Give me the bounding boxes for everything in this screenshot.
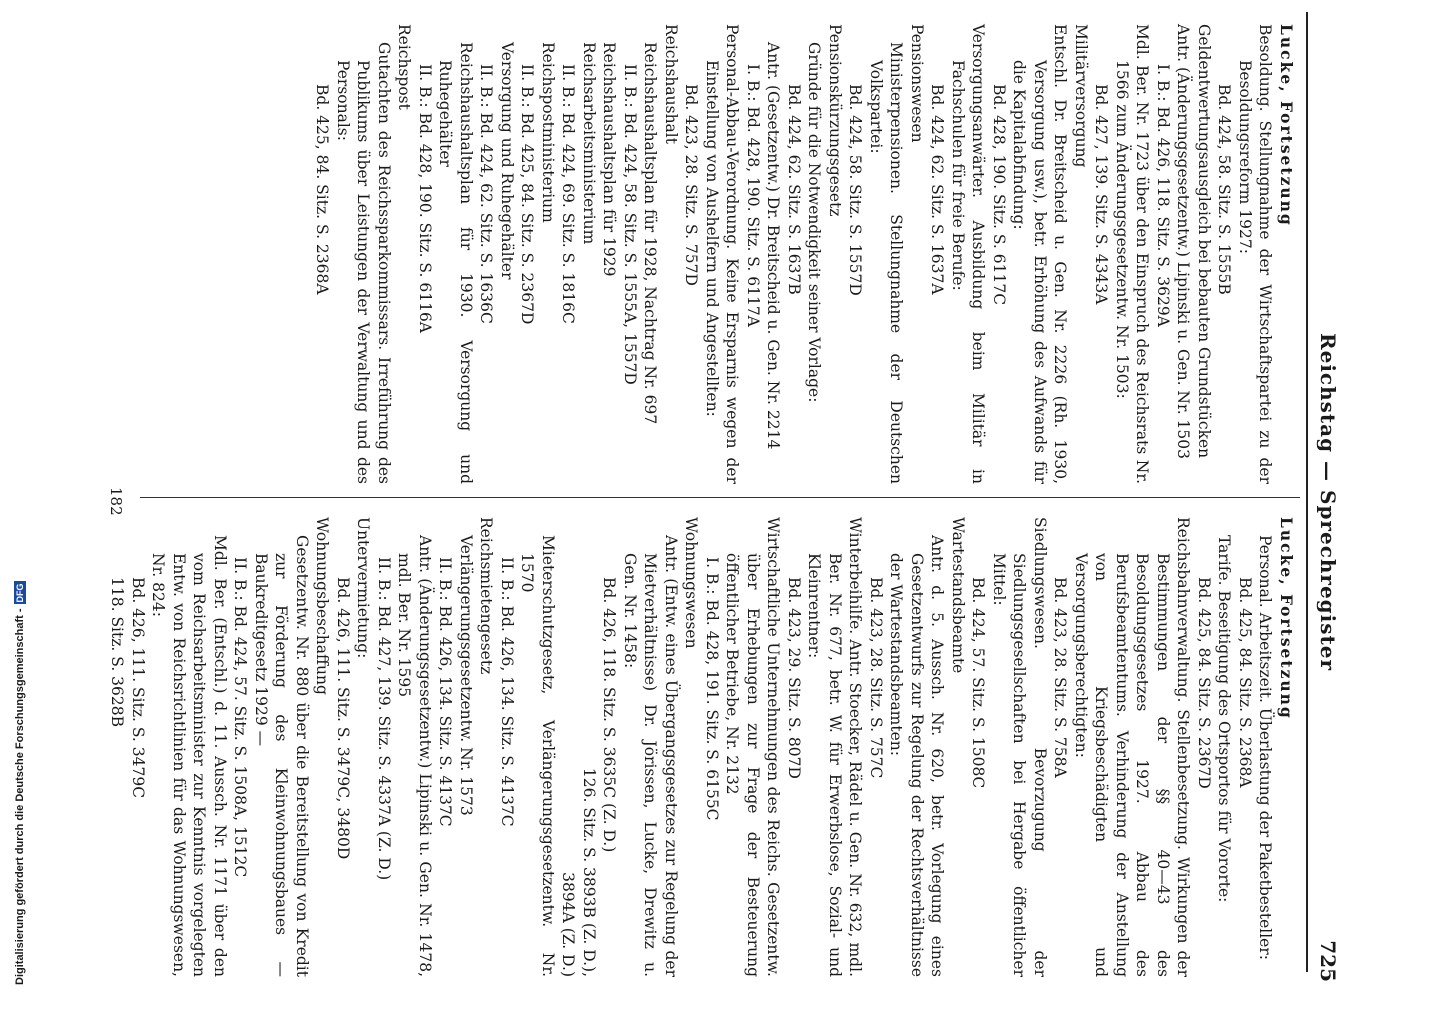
- register-entry: Bd. 428, 190. Sitz. S. 6117C: [990, 84, 1008, 306]
- register-entry: Bd. 425, 84. Sitz. S. 2367D: [1195, 577, 1213, 789]
- register-entry: Reichshaushaltsplan für 1928, Nachtrag Nr. 697: [641, 42, 660, 425]
- register-entry: Bd. 426, 111. Sitz. S. 3479C, 3480D: [334, 577, 352, 860]
- register-entry: 118. Sitz. S. 3628B: [108, 577, 127, 728]
- register-entry: Bd. 423, 28. Sitz. S. 757C: [867, 577, 885, 779]
- register-entry: Tarife. Beseitigung des Ortsportos für Vororte:: [1215, 535, 1234, 903]
- register-entry: Reichsbahnverwaltung. Stellenbesetzung. Wirkungen der Bestimmungen der §§ 40—43 des Besoldungsgesetzes 1927. Abbau des Berufsbeamtentums. Verhinderung der Anstellung von Kriegsbeschädigten und Versorgungsberechtigten:: [1072, 517, 1193, 977]
- register-entry: Bd. 423, 28. Sitz. S. 758A: [1051, 577, 1070, 778]
- register-entry: Reichsmietengesetz: [477, 517, 496, 675]
- register-entry: Bd. 424, 58. Sitz. S. 1555B: [1215, 84, 1234, 295]
- running-title: Reichstag — Sprechregister: [1316, 332, 1340, 672]
- register-entry: Entschl. Dr. Breitscheid u. Gen. Nr. 2226 (Rh. 1930, Versorgung usw.), betr. Erhöhung des Aufwands für die Kapitalabfindung:: [1010, 24, 1070, 484]
- register-entry: Lucke, Fortsetzung: [1277, 24, 1296, 227]
- rotated-print-page: [60, 12, 1340, 1012]
- register-entry: Antr. (Änderungsgesetzentw.) Lipinski u. Gen. Nr. 1478, mdl. Ber. Nr. 1595: [395, 535, 434, 977]
- register-entry: I. B.: Bd. 426, 118. Sitz. S. 3629A: [1154, 64, 1172, 327]
- register-entry: Gutachten des Reichssparkommissars. Irreführung des Publikums über Leistungen der Verwaltung und des Personals:: [334, 42, 393, 484]
- register-entry: II. B.: Bd. 424, 69. Sitz. S. 1816C: [559, 64, 578, 324]
- register-entry: Militärversorgung: [1072, 24, 1090, 168]
- register-entry: 126. Sitz. S. 3893B (Z. D.),: [580, 767, 598, 977]
- register-entry: Bd. 427, 139. Sitz. S. 4343A: [1092, 84, 1111, 305]
- register-entry: Antr. (Entw. eines Übergangsgesetzes zur Regelung der Mietverhältnisse) Dr. Jörissen, Lucke, Drewitz u. Gen. Nr. 1458:: [621, 535, 680, 977]
- register-entry: II. B.: Bd. 424, 62. Sitz. S. 1636C: [477, 64, 496, 324]
- register-entry: Bd. 425, 84. Sitz. S. 2368A: [1236, 577, 1254, 788]
- register-entry: Personal. Arbeitszeit. Überlastung der Paketbesteller:: [1256, 535, 1275, 960]
- register-entry: Antr. (Änderungsgesetzentw.) Lipinski u. Gen. Nr. 1503: [1174, 24, 1193, 460]
- register-entry: Bd. 423, 29. Sitz. S. 807D: [785, 577, 803, 779]
- register-entry: Reichshaushaltsplan für 1929: [600, 42, 619, 277]
- register-entry: Reichshaushalt: [662, 24, 680, 144]
- register-entry: Personal-Abbau-Verordnung. Keine Ersparnis wegen der Einstellung von Aushelfern und Angestellten:: [703, 24, 742, 484]
- register-entry: Mieterschutzgesetz, Verlängerungsgesetzentw. Nr. 1570: [518, 535, 557, 977]
- register-entry: Geldentwertungsausgleich bei bebauten Grundstücken: [1195, 24, 1213, 459]
- header-rule: [1306, 12, 1308, 972]
- register-entry: Antr. d. 5. Aussch. Nr. 620, betr. Vorlegung eines Gesetzentwurfs zur Regelung der Rechtsverhältnisse der Wartestandsbeamten:: [887, 535, 947, 977]
- register-entry: Mdl. Ber. Nr. 1723 über den Einspruch des Reichsrats Nr. 1566 zum Änderungsgesetzentw. Nr. 1503:: [1113, 24, 1152, 484]
- register-entry: II. B.: Bd. 424, 58. Sitz. S. 1555A, 1557D: [621, 64, 639, 385]
- register-entry: Wirtschaftliche Unternehmungen des Reichs. Gesetzentw. über Erhebungen zur Frage der Besteuerung öffentlicher Betriebe, Nr. 2132: [723, 517, 783, 977]
- right-column: [107, 517, 1296, 977]
- register-entry: Mdl. Ber. (Entschl.) d. 11. Aussch. Nr. 1171 über den vom Reichsarbeitsminister zur Kenntnis vorgelegten Entw. von Reichsrichtlinien für das Wohnungswesen, Nr. 824:: [149, 535, 229, 977]
- register-entry: Bd. 425, 84. Sitz. S. 2368A: [313, 84, 332, 295]
- register-entry: Antr. (Gesetzentw.) Dr. Breitscheid u. Gen. Nr. 2214: [764, 42, 783, 450]
- register-entry: Gesetzentw. Nr. 880 über die Bereitstellung von Kredit zur Förderung des Kleinwohnungsbaues — Baukreditgesetz 1929 —: [252, 535, 311, 977]
- register-entry: 3894A (Z. D.): [559, 872, 578, 977]
- register-entry: Versorgungsanwärter. Ausbildung beim Militär in Fachschulen für freie Berufe:: [949, 24, 988, 484]
- register-entry: Bd. 424, 58. Sitz. S. 1557D: [846, 84, 865, 296]
- register-entry: Reichspost: [395, 24, 414, 110]
- register-entry: Reichsarbeitsministerium: [580, 42, 598, 245]
- register-entry: Verlängerungsgesetzentw. Nr. 1573: [457, 535, 475, 816]
- register-entry: Gründe für die Notwendigkeit seiner Vorlage:: [805, 42, 824, 403]
- register-entry: Reichshaushaltsplan für 1930. Versorgung und Ruhegehälter: [436, 42, 475, 484]
- register-entry: Bd. 423, 28. Sitz. S. 757D: [682, 84, 701, 286]
- register-entry: Reichspostministerium: [539, 42, 557, 223]
- register-entry: II. B.: Bd. 428, 190. Sitz. S. 6116A: [416, 64, 434, 333]
- column-divider: [140, 497, 1300, 498]
- register-entry: Wohnungsbeschaffung: [313, 517, 332, 695]
- left-column: [312, 24, 1296, 484]
- register-entry: I. B.: Bd. 428, 190. Sitz. S. 6117A: [744, 64, 762, 327]
- register-entry: Pensionswesen: [908, 24, 926, 143]
- register-entry: Besoldung. Stellungnahme der Wirtschaftspartei zu der Besoldungsreform 1927:: [1236, 24, 1275, 484]
- register-entry: I. B.: Bd. 428, 191. Sitz. S. 6155C: [703, 557, 721, 821]
- digitization-note: [14, 581, 26, 985]
- register-entry: II. B.: Bd. 424, 57. Sitz. S. 1508A, 1512C: [231, 557, 250, 878]
- register-entry: Untervermietung:: [354, 517, 373, 659]
- register-entry: Winterbeihilfe. Antr. Stoecker, Rädel u. Gen. Nr. 632, mdl. Ber. Nr. 677, betr. W. für Erwerbslose, Sozial- und Kleinrentner:: [805, 517, 865, 977]
- register-entry: II. B.: Bd. 426, 134. Sitz. S. 4137C: [436, 557, 455, 827]
- register-entry: Wohnungswesen: [682, 517, 701, 649]
- register-entry: II. B.: Bd. 426, 134. Sitz. S. 4137C: [498, 557, 516, 827]
- footer-page-number: 182: [107, 487, 125, 516]
- register-entry: II. B.: Bd. 427, 139. Sitz. S. 4337A (Z. D.): [375, 557, 393, 881]
- digitization-text: Digitalisierung gefördert durch die Deutsche Forschungsgemeinschaft -: [14, 608, 26, 985]
- register-entry: Siedlungswesen. Bevorzugung der Siedlungsgesellschaften bei Hergabe öffentlicher Mittel:: [990, 517, 1049, 977]
- register-entry: Pensionskürzungsgesetz: [826, 24, 844, 217]
- register-entry: Bd. 424, 62. Sitz. S. 1637A: [928, 84, 947, 295]
- register-entry: Bd. 424, 62. Sitz. S. 1637B: [785, 84, 803, 295]
- register-entry: II. B.: Bd. 425, 84. Sitz. S. 2367D: [518, 64, 537, 325]
- register-entry: Lucke, Fortsetzung: [1277, 517, 1296, 720]
- page-number: 725: [1316, 940, 1340, 982]
- register-entry: Bd. 426, 111. Sitz. S. 3479C: [129, 577, 147, 799]
- register-entry: Bd. 424, 57. Sitz. S. 1508C: [969, 577, 988, 789]
- register-entry: Ministerpensionen. Stellungnahme der Deutschen Volkspartei:: [867, 42, 906, 484]
- register-entry: Bd. 426, 118. Sitz. S. 3635C (Z. D.): [600, 577, 619, 853]
- register-entry: Versorgung und Ruhegehälter: [498, 42, 516, 280]
- dfg-logo: DFG: [15, 583, 25, 603]
- register-entry: Wartestandsbeamte: [949, 517, 967, 674]
